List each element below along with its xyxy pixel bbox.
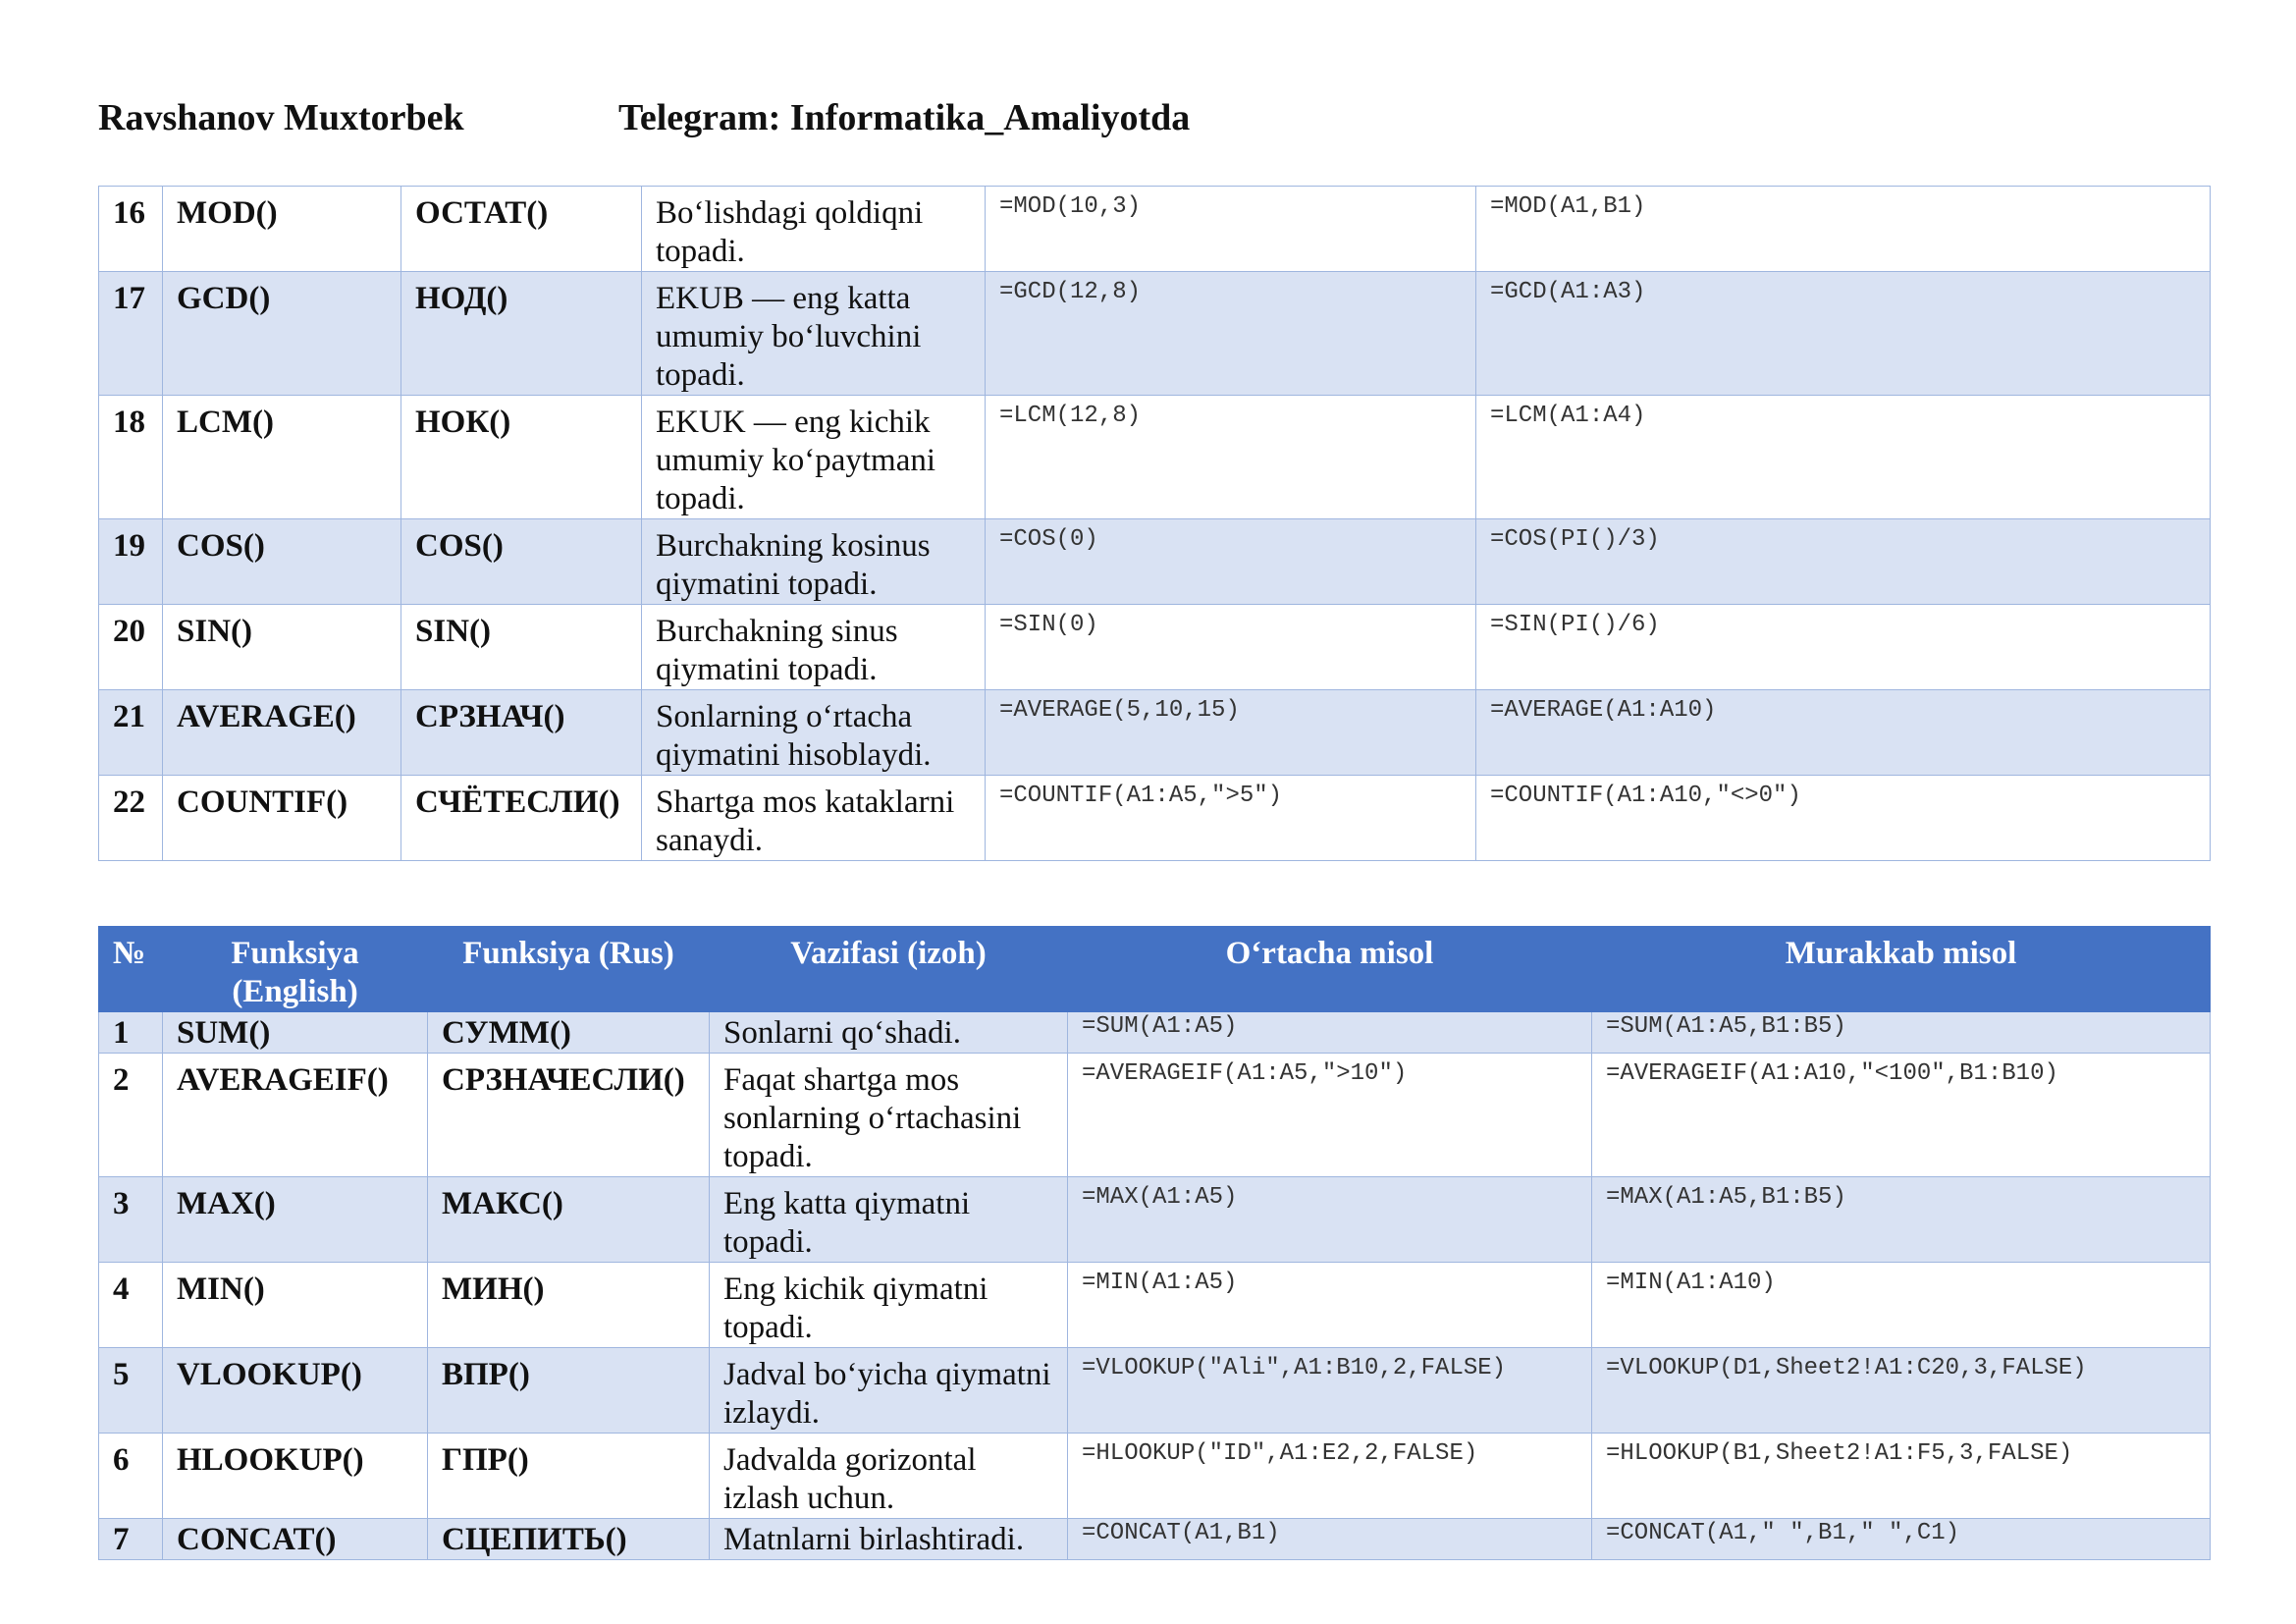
table-row bbox=[99, 776, 2211, 861]
function-russian: ГПР() bbox=[428, 1434, 710, 1519]
table-row bbox=[99, 1012, 2211, 1054]
function-english: MIN() bbox=[163, 1263, 428, 1348]
simple-example: =VLOOKUP("Ali",A1:B10,2,FALSE) bbox=[1068, 1348, 1592, 1434]
function-english: COUNTIF() bbox=[163, 776, 401, 861]
simple-example: =GCD(12,8) bbox=[986, 272, 1476, 396]
page-header bbox=[98, 96, 2198, 145]
complex-example: =MAX(A1:A5,B1:B5) bbox=[1592, 1177, 2211, 1263]
simple-example: =MIN(A1:A5) bbox=[1068, 1263, 1592, 1348]
function-description: Burchakning sinus qiymatini topadi. bbox=[642, 605, 986, 690]
table-row bbox=[99, 519, 2211, 605]
function-description: Eng katta qiymatni topadi. bbox=[710, 1177, 1068, 1263]
table-row bbox=[99, 1054, 2211, 1177]
complex-example: =GCD(A1:A3) bbox=[1476, 272, 2211, 396]
table-row bbox=[99, 1263, 2211, 1348]
header-number: № bbox=[99, 927, 163, 1012]
header-description: Vazifasi (izoh) bbox=[710, 927, 1068, 1012]
function-russian: ВПР() bbox=[428, 1348, 710, 1434]
simple-example: =AVERAGE(5,10,15) bbox=[986, 690, 1476, 776]
function-description: Sonlarning o‘rtacha qiymatini hisoblaydi. bbox=[642, 690, 986, 776]
row-number: 19 bbox=[99, 519, 163, 605]
complex-example: =CONCAT(A1," ",B1," ",C1) bbox=[1592, 1519, 2211, 1560]
row-number: 5 bbox=[99, 1348, 163, 1434]
function-russian: СЦЕПИТЬ() bbox=[428, 1519, 710, 1560]
complex-example: =SIN(PI()/6) bbox=[1476, 605, 2211, 690]
complex-example: =AVERAGEIF(A1:A10,"<100",B1:B10) bbox=[1592, 1054, 2211, 1177]
function-english: SUM() bbox=[163, 1012, 428, 1054]
header-function-russian: Funksiya (Rus) bbox=[428, 927, 710, 1012]
function-english: GCD() bbox=[163, 272, 401, 396]
function-russian: МИН() bbox=[428, 1263, 710, 1348]
complex-example: =MIN(A1:A10) bbox=[1592, 1263, 2211, 1348]
complex-example: =MOD(A1,B1) bbox=[1476, 187, 2211, 272]
row-number: 7 bbox=[99, 1519, 163, 1560]
function-russian: СЧЁТЕСЛИ() bbox=[401, 776, 642, 861]
simple-example: =COUNTIF(A1:A5,">5") bbox=[986, 776, 1476, 861]
row-number: 18 bbox=[99, 396, 163, 519]
function-english: CONCAT() bbox=[163, 1519, 428, 1560]
simple-example: =HLOOKUP("ID",A1:E2,2,FALSE) bbox=[1068, 1434, 1592, 1519]
function-english: VLOOKUP() bbox=[163, 1348, 428, 1434]
complex-example: =COS(PI()/3) bbox=[1476, 519, 2211, 605]
header-function-english: Funksiya (English) bbox=[163, 927, 428, 1012]
function-description: EKUB — eng katta umumiy bo‘luvchini topadi. bbox=[642, 272, 986, 396]
function-english: COS() bbox=[163, 519, 401, 605]
function-russian: COS() bbox=[401, 519, 642, 605]
header-complex-example: Murakkab misol bbox=[1592, 927, 2211, 1012]
row-number: 16 bbox=[99, 187, 163, 272]
function-russian: СРЗНАЧ() bbox=[401, 690, 642, 776]
function-english: SIN() bbox=[163, 605, 401, 690]
table-row bbox=[99, 396, 2211, 519]
function-english: MOD() bbox=[163, 187, 401, 272]
row-number: 2 bbox=[99, 1054, 163, 1177]
complex-example: =VLOOKUP(D1,Sheet2!A1:C20,3,FALSE) bbox=[1592, 1348, 2211, 1434]
table-row bbox=[99, 605, 2211, 690]
table-row bbox=[99, 1348, 2211, 1434]
function-description: Eng kichik qiymatni topadi. bbox=[710, 1263, 1068, 1348]
function-description: Sonlarni qo‘shadi. bbox=[710, 1012, 1068, 1054]
function-description: Shartga mos kataklarni sanaydi. bbox=[642, 776, 986, 861]
function-description: Faqat shartga mos sonlarning o‘rtachasini topadi. bbox=[710, 1054, 1068, 1177]
simple-example: =COS(0) bbox=[986, 519, 1476, 605]
complex-example: =AVERAGE(A1:A10) bbox=[1476, 690, 2211, 776]
table-row bbox=[99, 272, 2211, 396]
function-russian: СРЗНАЧЕСЛИ() bbox=[428, 1054, 710, 1177]
row-number: 21 bbox=[99, 690, 163, 776]
simple-example: =MOD(10,3) bbox=[986, 187, 1476, 272]
row-number: 1 bbox=[99, 1012, 163, 1054]
complex-example: =HLOOKUP(B1,Sheet2!A1:F5,3,FALSE) bbox=[1592, 1434, 2211, 1519]
function-description: EKUK — eng kichik umumiy ko‘paytmani topadi. bbox=[642, 396, 986, 519]
simple-example: =LCM(12,8) bbox=[986, 396, 1476, 519]
function-description: Burchakning kosinus qiymatini topadi. bbox=[642, 519, 986, 605]
table-row bbox=[99, 1434, 2211, 1519]
row-number: 20 bbox=[99, 605, 163, 690]
telegram-channel: Telegram: Informatika_Amaliyotda bbox=[618, 97, 1191, 138]
function-russian: СУММ() bbox=[428, 1012, 710, 1054]
function-description: Jadval bo‘yicha qiymatni izlaydi. bbox=[710, 1348, 1068, 1434]
functions-table bbox=[98, 926, 2211, 1560]
function-english: MAX() bbox=[163, 1177, 428, 1263]
function-russian: ОСТАТ() bbox=[401, 187, 642, 272]
complex-example: =LCM(A1:A4) bbox=[1476, 396, 2211, 519]
row-number: 17 bbox=[99, 272, 163, 396]
table-row bbox=[99, 187, 2211, 272]
complex-example: =SUM(A1:A5,B1:B5) bbox=[1592, 1012, 2211, 1054]
table-header-row bbox=[99, 927, 2211, 1012]
function-english: AVERAGE() bbox=[163, 690, 401, 776]
simple-example: =CONCAT(A1,B1) bbox=[1068, 1519, 1592, 1560]
functions-table-continued bbox=[98, 186, 2211, 861]
row-number: 6 bbox=[99, 1434, 163, 1519]
function-description: Bo‘lishdagi qoldiqni topadi. bbox=[642, 187, 986, 272]
function-english: LCM() bbox=[163, 396, 401, 519]
table-row bbox=[99, 1177, 2211, 1263]
author-name: Ravshanov Muxtorbek bbox=[98, 97, 464, 138]
function-russian: НОК() bbox=[401, 396, 642, 519]
function-english: HLOOKUP() bbox=[163, 1434, 428, 1519]
function-english: AVERAGEIF() bbox=[163, 1054, 428, 1177]
function-russian: НОД() bbox=[401, 272, 642, 396]
simple-example: =SIN(0) bbox=[986, 605, 1476, 690]
header-simple-example: O‘rtacha misol bbox=[1068, 927, 1592, 1012]
function-description: Jadvalda gorizontal izlash uchun. bbox=[710, 1434, 1068, 1519]
simple-example: =SUM(A1:A5) bbox=[1068, 1012, 1592, 1054]
function-russian: SIN() bbox=[401, 605, 642, 690]
simple-example: =AVERAGEIF(A1:A5,">10") bbox=[1068, 1054, 1592, 1177]
table-row bbox=[99, 690, 2211, 776]
row-number: 4 bbox=[99, 1263, 163, 1348]
function-russian: МАКС() bbox=[428, 1177, 710, 1263]
complex-example: =COUNTIF(A1:A10,"<>0") bbox=[1476, 776, 2211, 861]
table-row bbox=[99, 1519, 2211, 1560]
row-number: 3 bbox=[99, 1177, 163, 1263]
row-number: 22 bbox=[99, 776, 163, 861]
simple-example: =MAX(A1:A5) bbox=[1068, 1177, 1592, 1263]
function-description: Matnlarni birlashtiradi. bbox=[710, 1519, 1068, 1560]
